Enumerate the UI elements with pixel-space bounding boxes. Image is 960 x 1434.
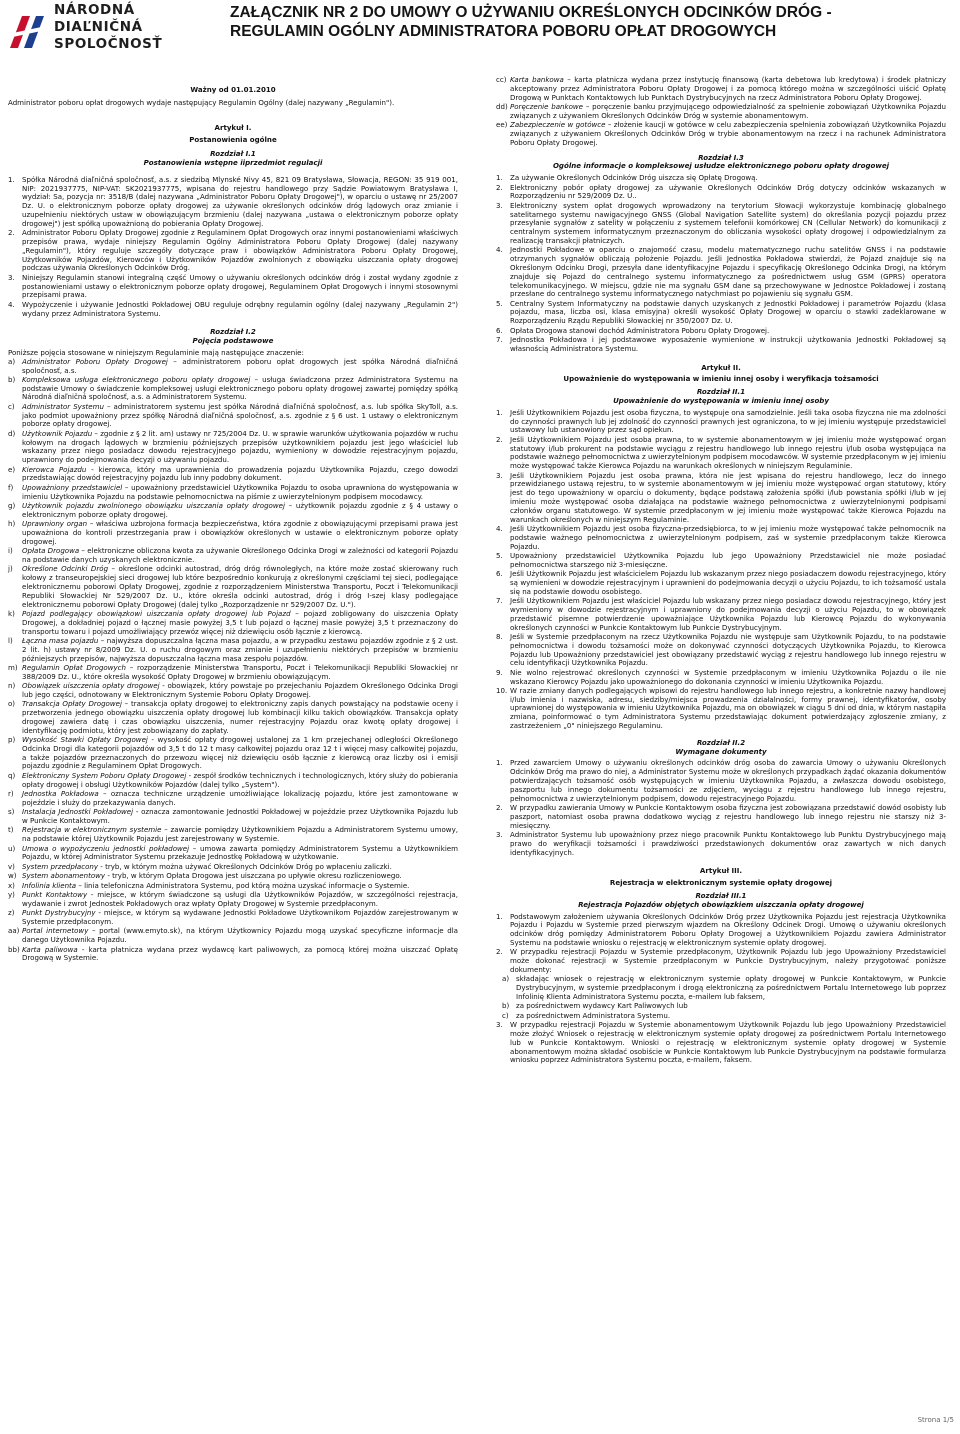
defined-term: Poręczenie bankowe — [510, 101, 584, 111]
list-item-text — [22, 502, 458, 520]
list-item-text — [22, 358, 458, 376]
list-item — [8, 700, 458, 735]
list-marker: aa) — [8, 926, 20, 936]
document-title-line-1: ZAŁĄCZNIK NR 2 DO UMOWY O UŻYWANIU OKREŚLONYCH ODCINKÓW DRÓG - — [230, 4, 832, 21]
chapter-2-2-subtitle: Wymagane dokumenty — [675, 746, 767, 756]
logo-line-2: DIAĽNIČNÁ — [54, 19, 143, 35]
definition-text: - kierowca, który ma uprawnienia do prowadzenia pojazdu Użytkownika Pojazdu, czego dowodzi przedstawiając dowód rejestracyjny pojazdu lub inny podobny dokument. — [22, 464, 458, 483]
list-marker: 2. — [496, 434, 503, 444]
definition-text: - zespół środków technicznych i technologicznych, który służy do pobierania opłaty drogowej i obsługi Użytkowników Pojazdów (dalej tylko „System"). — [22, 770, 458, 789]
logo-line-3: SPOLOČNOSŤ — [54, 36, 163, 52]
definition-text: – najwyższa dopuszczalna łączna masa pojazdu, a w przypadku zestawu pojazdów zgodnie z § 2 ust. 2 lit. h) ustawy nr 8/2009 Dz. U. o ruchu drogowym oraz zmianie i uzupełnieniu niektórych przepisów w brzmieniu późniejszych przepisów, najwyższa dopuszczalna łączna masa zespołu pojazdów. — [22, 635, 458, 663]
list-marker: a) — [502, 974, 510, 984]
definition-text: – zgodnie z § 2 lit. am) ustawy nr 725/2004 Dz. U. w sprawie warunków użytkowania pojazdów w ruchu kołowym na drogach lądowych w brzmieniu późniejszych przepisów użytkownikiem pojazdu jest jego właściciel lub wskazany przez niego posiadacz dowodu rejestracyjnego pojazdu, wymieniony w dowodzie rejestracyjnym pojazdu, uprawniony do podejmowania decyzji o używaniu pojazdu. — [22, 428, 459, 465]
defined-term: Punkt Dystrybucyjny — [22, 908, 96, 918]
list-item-text — [22, 520, 458, 546]
list-marker: 2. — [496, 947, 503, 957]
definition-text: – linia telefoniczna Administratora Systemu, pod którą można uzyskać informacje o Systemie. — [76, 880, 410, 890]
list-marker: g) — [8, 501, 16, 511]
list-item — [8, 301, 458, 319]
list-item-text — [22, 700, 458, 735]
defined-term: Instalacja Jednostki Pokładowej — [22, 807, 134, 817]
list-marker: 2. — [496, 182, 503, 192]
list-marker: 7. — [496, 596, 503, 606]
article-1-subtitle: Postanowienia ogólne — [189, 135, 277, 145]
definitions-list-continued — [496, 76, 946, 148]
definition-text: – oznacza techniczne urządzenie umożliwiające lokalizację pojazdu, które jest zamontowane w pojeździe i służy do przekazywania danych. — [22, 789, 458, 807]
list-item — [8, 927, 458, 945]
list-item — [496, 300, 946, 326]
defined-term: Jednostka Pokładowa — [22, 789, 99, 799]
list-marker: d) — [8, 428, 16, 438]
list-item — [496, 948, 946, 974]
list-item-text — [22, 946, 458, 964]
defined-term: Użytkownik pojazdu zwolnionego obowiązku uiszczania opłaty drogowej — [22, 501, 285, 511]
list-item — [496, 246, 946, 299]
list-item-text: za pośrednictwem Administratora Systemu. — [516, 1010, 671, 1020]
list-item-text: Jeśli Użytkownikiem Pojazdu jest właściciel Pojazdu lub wskazany przez niego posiadacz dowodu rejestracyjnego, który jest wymieniony w dowodzie rejestracyjnym i uprawniony do podejmowania decyzji o użyciu Pojazdu, to w obowiązek przedstawić pisemne potwierdzenie upoważniające Użytkownika Pojazdu lub Kierowcę Pojazdu do wykonywania określonych czynności w Punkcie Kontaktowym lub Punkcie Dystrybucyjnym. — [510, 596, 946, 632]
list-item-text — [22, 664, 458, 682]
list-item — [8, 736, 458, 771]
list-item-text: Administrator Poboru Opłaty Drogowej zgodnie z Regulaminem Opłat Drogowych oraz innymi postanowieniami właściwych przepisów prawa, wydaje niniejszy Regulamin Ogólny Administratora Poboru Opłaty Drogowej (dalej nazywany „Regulamin"), który reguluje szczegóły dotyczące praw i obowiązków Administratora Poboru Opłaty Drogowej, Użytkowników Pojazdów, Kierowców i Użytkowników Pojazdów zwolnionych z obowiązku uiszczania opłaty drogowej podczas używania Określonych Odcinków Dróg. — [22, 228, 458, 273]
list-item — [8, 664, 458, 682]
list-marker: ee) — [496, 120, 508, 130]
chapter-3-1-subtitle: Rejestracja Pojazdów objętych obowiązkiem uiszczania opłaty drogowej — [578, 899, 864, 909]
list-item-text — [22, 547, 458, 565]
defined-term: Umowa o wypożyczeniu jednostki pokładowej — [22, 843, 190, 853]
definition-text: – złożenie kaucji w gotówce w celu zabezpieczenia spełnienia zobowiązań Użytkownika Pojazdu związanych z używaniem Określonych Odcinków Dróg w trybie abonamentowym na rzecz i na rachunek Administratora Poboru Opłaty Drogowej. — [510, 120, 946, 147]
list-item-text: W przypadku zawierania Umowy w Punkcie Kontaktowym osoba fizyczna jest zobowiązana przedstawić dowód osobisty lub paszport, natomiast osoba prawna dodatkowo wyciąg z rejestru handlowego lub innego rejestru nie starszy niż 3-miesięczny. — [510, 803, 946, 830]
list-marker: bb) — [8, 944, 20, 954]
list-marker: 1. — [496, 407, 503, 417]
list-item — [8, 484, 458, 502]
left-column — [8, 76, 458, 964]
list-marker: q) — [8, 770, 16, 780]
list-marker: 3. — [496, 830, 503, 840]
list-item-text — [22, 430, 458, 465]
list-marker: u) — [8, 843, 16, 853]
list-item-text: Elektroniczny pobór opłaty drogowej za używanie Określonych Odcinków Dróg dotyczy odcinków wskazanych w Rozporządzeniu nr 529/2009 Dz. U.. — [510, 182, 946, 201]
defined-term: Użytkownik Pojazdu — [22, 428, 93, 438]
defined-term: Opłata Drogowa — [22, 546, 80, 556]
defined-term: Uprawniony organ — [22, 519, 88, 529]
list-item — [8, 891, 458, 909]
list-item — [8, 520, 458, 546]
defined-term: Zabezpieczenie w gotówce — [510, 120, 606, 130]
document-title — [230, 3, 832, 41]
list-item — [496, 202, 946, 246]
list-item — [496, 597, 946, 632]
list-item-text — [22, 403, 458, 429]
list-item-text — [22, 808, 458, 826]
list-item-text — [22, 927, 458, 945]
list-item-text — [510, 76, 946, 102]
list-item-text: Administrator Systemu lub upoważniony przez niego pracownik Punktu Kontaktowego lub Punktu Dystrybucyjnego mają prawo do weryfikacji tożsamości i prawdziwości przedstawionych dokumentów oraz zawartych w nich danych identyfikacyjnych. — [510, 830, 946, 857]
list-item — [496, 1002, 946, 1011]
list-marker: n) — [8, 681, 16, 691]
list-marker: 3. — [496, 200, 503, 210]
list-marker: 7. — [496, 335, 503, 345]
definition-text: - miejsce, w którym świadczone są usługi dla Użytkowników Pojazdów, w szczególności rejestracja, wydawanie i zwrot Jednostek Pokładowych oraz wpłaty Opłaty Drogowej w Systemie przedpłaconym. — [22, 889, 458, 908]
list-marker: 3. — [496, 470, 503, 480]
list-item-text — [22, 637, 458, 663]
list-item — [496, 975, 946, 1001]
defined-term: Rejestracja w elektronicznym systemie — [22, 825, 162, 835]
list-item — [8, 772, 458, 790]
list-item-text — [22, 736, 458, 771]
list-marker: 4. — [496, 523, 503, 533]
list-item — [496, 436, 946, 471]
list-item-text: Nie wolno rejestrować określonych czynności w Systemie przedpłaconym w imieniu Użytkownika Pojazdu o ile nie wskazano Kierowcy Pojazdu jako upoważnionego do dokonania czynności w imieniu Użytkownika Pojazdu. — [510, 667, 946, 686]
list-item — [496, 687, 946, 731]
list-item — [8, 376, 458, 402]
list-marker: e) — [8, 464, 16, 474]
list-item — [8, 176, 458, 229]
list-item — [496, 103, 946, 121]
chapter-1-1-title: Rozdział I.1 — [210, 149, 256, 159]
list-marker: 2. — [496, 803, 503, 813]
article-2-subtitle: Upoważnienie do występowania w imieniu innej osoby i weryfikacja tożsamości — [563, 374, 879, 384]
chapter-2-1-title: Rozdział II.1 — [696, 387, 746, 397]
validity-date: Ważny od 01.01.2010 — [190, 85, 276, 94]
list-marker: 5. — [496, 298, 503, 308]
list-marker: a) — [8, 356, 16, 366]
defined-term: Administrator Systemu — [22, 401, 104, 411]
list-item — [8, 637, 458, 663]
list-item-text: Jeśli Użytkownikiem Pojazdu jest osoba prawna, to w systemie abonamentowym w jej imieniu może występować organ statutowy i/lub prokurent na podstawie wyciągu z rejestru handlowego lub innego rejestru i/lub osoba występująca na podstawie ważnego pełnomocnictwa z uwierzytelnionym podpisem mocodawców. W systemie przedpłaconym w jej imieniu może występować także Kierowca Pojazdu na warunkach określonych w niniejszym Regulaminie. — [510, 434, 946, 471]
list-marker: i) — [8, 546, 13, 556]
nds-logo — [6, 2, 211, 60]
definition-text: – karta płatnicza wydana przez instytucję finansową (karta debetowa lub kredytowa) i środek płatniczy akceptowany przez Administratora Poboru Opłaty Drogowej i za pomocą którego można w szczególności uiścić Opłatę Drogową w Punktach Kontaktowych lub Punktach Dystrybucyjnych na rzecz Administratora Poboru Opłaty Drogowej. — [510, 75, 947, 102]
article-3-subtitle: Rejestracja w elektronicznym systemie opłaty drogowej — [609, 878, 833, 888]
defined-term: System przedpłacony — [22, 861, 99, 871]
list-item — [496, 669, 946, 687]
list-item — [496, 570, 946, 596]
list-marker: 6. — [496, 569, 503, 579]
list-marker: h) — [8, 519, 16, 529]
list-marker: 10. — [496, 685, 508, 695]
list-marker: 3. — [8, 272, 15, 282]
nds-logo-mark-icon — [6, 10, 48, 52]
chapter-2-1-subtitle: Upoważnienie do występowania w imieniu innej osoby — [613, 396, 829, 406]
defined-term: Pojazd podlegający obowiązkowi uiszczania opłaty drogowej lub Pojazd — [22, 608, 291, 618]
chapter-1-2-subtitle: Pojęcia podstawowe — [192, 336, 274, 346]
list-item-text: Centralny System Informatyczny na podstawie danych uzyskanych z Jednostki Pokładowej i parametrów Pojazdu (klasa pojazdu, masa, liczba osi, klasa emisyjna) określi wysokość Opłaty Drogowej w oparciu o stawki zadeklarowane w Rozporządzeniu Rządu Republiki Słowackiej nr 350/2007 Dz. U. — [510, 298, 946, 326]
document-title-line-2: REGULAMIN OGÓLNY ADMINISTRATORA POBORU OPŁAT DROGOWYCH — [230, 23, 777, 40]
chapter-2-2-title: Rozdział II.2 — [696, 737, 746, 747]
list-marker: o) — [8, 699, 16, 709]
list-item — [496, 174, 946, 183]
list-item — [496, 121, 946, 147]
list-item-text: W przypadku rejestracji Pojazdu w Systemie przedpłaconym, Użytkownik Pojazdu lub jego Upoważniony Przedstawiciel może dokonać rejestracji w Systemie przedpłaconym w Punkcie Dystrybucyjnym, należy przygotować poniższe dokumenty: — [510, 947, 946, 974]
list-item — [8, 565, 458, 609]
list-item-text: Elektroniczny system opłat drogowych wprowadzony na terytorium Słowacji wykorzystuje kombinację globalnego satelitarnego systemu nawigacyjnego GNSS (Global Navigation Satellite system) do określania pozycji pojazdu przez przesyłanie sygnałów z satelity w połączeniu z systemem telefonii komórkowej CN (Cellular Network) do komunikacji z centralnym systemem informatycznym przeznaczonym do obliczania wysokości opłaty drogowej i odpowiedzialnym za realizację transakcji płatniczych. — [510, 200, 946, 245]
list-item — [8, 790, 458, 808]
defined-term: Punkt Kontaktowy — [22, 889, 88, 899]
list-item-text: Opłata Drogowa stanowi dochód Administratora Poboru Opłaty Drogowej. — [510, 325, 770, 335]
chapter-3-1-list — [496, 913, 946, 1066]
list-marker: j) — [8, 564, 13, 574]
defined-term: Upoważniony przedstawiciel — [22, 482, 123, 492]
list-marker: 9. — [496, 667, 503, 677]
defined-term: Kierowca Pojazdu — [22, 464, 87, 474]
list-marker: 4. — [8, 299, 15, 309]
defined-term: Karta paliwowa — [22, 944, 78, 954]
definition-text: - karta płatnicza wydana przez wydawcę kart paliwowych, za pomocą której można uiszczać Opłatę Drogową w Systemie. — [22, 944, 458, 963]
definition-text: – rozporządzenie Ministerstwa Transportu, Poczt i Telekomunikacji Republiki Słowackiej nr 388/2009 Dz. U., które określa wysokość Opłaty Drogowej w brzmieniu obowiązującym. — [22, 662, 458, 681]
definition-text: - miejsce, w którym są wydawane Jednostki Pokładowe Użytkownikom Pojazdów zarejestrowanym w Systemie przedpłaconym. — [22, 908, 458, 926]
list-item-text — [22, 772, 458, 790]
list-marker: m) — [8, 662, 18, 672]
list-item-text: za pośrednictwem wydawcy Kart Paliwowych lub — [516, 1001, 688, 1011]
list-item-text — [22, 826, 458, 844]
list-item — [8, 909, 458, 927]
chapter-1-3-title: Rozdział I.3 — [698, 152, 744, 162]
list-marker: w) — [8, 871, 17, 881]
list-item-text — [22, 845, 458, 863]
list-marker: c) — [8, 401, 15, 411]
defined-term: System abonamentowy — [22, 871, 106, 881]
list-item-text — [22, 909, 458, 927]
list-item — [496, 633, 946, 668]
list-marker: r) — [8, 789, 14, 799]
list-marker: c) — [502, 1010, 509, 1020]
chapter-1-1-subtitle: Postanowienia wstępne iiprzedmiot regulacji — [143, 157, 323, 167]
list-marker: 3. — [496, 1020, 503, 1030]
definition-text: – użytkownik pojazdu zgodnie z § 4 ustawy o elektronicznym poborze opłaty drogowej. — [22, 501, 458, 519]
list-item-text: składając wniosek o rejestrację w elektronicznym systemie opłaty drogowej w Punkcie Kontaktowym, w Punkcie Dystrybucyjnym, w systemie przedpłaconym i drogą elektroniczną za pośrednictwem Portalu Internetowego lub poprzez Infolinię Klienta Administratora Systemu poczta, e-mailem lub faksem, — [516, 974, 946, 1001]
list-item-text: W przypadku rejestracji Pojazdu w Systemie abonamentowym Użytkownik Pojazdu lub jego Upoważniony Przedstawiciel może złożyć Wniosek o rejestrację w elektronicznym systemie opłaty drogowej za pośrednictwem Portalu Internetowego lub w Punkcie Kontaktowym. Wnioski o rejestrację w elektronicznym systemie opłaty drogowej w Systemie abonamentowym można składać osobiście w Punkcie Kontaktowym lub Punkcie Dystrybucyjnym na podstawie formularza wniosku poprzez Administratora Systemu poczta, e-mailem, faksem. — [510, 1020, 946, 1065]
defined-term: Transakcja Opłaty Drogowej — [22, 699, 122, 709]
definition-text: - wysokość opłaty drogowej ustalonej za 1 km przejechanej odległości Określonego Odcinka Drogi dla kategorii pojazdów od 3,5 t do 12 t masy całkowitej pojazdu oraz 12 t i więcej masy całkowitej pojazdu, a także pojazdów przeznaczonych do przewozu więcej niż dziewięciu osób łącznie z kierowcą oraz liczby osi i emisji pojazdu zgodnie z Regulaminem Opłat Drogowych. — [22, 735, 458, 771]
list-marker: l) — [8, 635, 13, 645]
defined-term: Karta bankowa — [510, 75, 564, 84]
defined-term: Infolinia klienta — [22, 880, 77, 890]
logo-line-1: NÁRODNÁ — [54, 2, 135, 18]
defined-term: Elektroniczny System Poboru Opłaty Drogowej — [22, 770, 187, 780]
list-marker: dd) — [496, 101, 508, 111]
list-item — [8, 502, 458, 520]
definitions-list — [8, 358, 458, 963]
article-2-title: Artykuł II. — [701, 362, 741, 372]
list-marker: 2. — [8, 228, 15, 238]
list-item — [8, 430, 458, 465]
chapter-1-3-subtitle: Ogólne informacje o kompleksowej usłudze elektronicznego poboru opłaty drogowej — [552, 161, 890, 171]
list-item — [496, 1021, 946, 1065]
list-item-text: Podstawowym założeniem używania Określonych Odcinków Dróg przez Użytkownika Pojazdu jest rejestracja Użytkownika Pojazdu i Pojazdu w Systemie przed pierwszym wjazdem na Określony Odcinek Drogi. Umowę o używaniu określonych odcinków dróg pomiędzy Administratorem Poboru Opłaty Drogowej a Użytkownikiem Pojazdu zawiera Administrator Systemu na podstawie wniosku o rejestrację w elektronicznym systemie opłaty drogowej. — [510, 911, 946, 947]
list-marker: 8. — [496, 631, 503, 641]
list-marker: f) — [8, 482, 14, 492]
list-item-text: Jeśli Użytkownikiem Pojazdu jest osoba fizyczna-przedsiębiorca, to w jej imieniu może występować także pełnomocnik na podstawie ważnego pełnomocnictwa z uwierzytelnionym podpisem, zaś w systemie przedpłaconym także Kierowca Pojazdu. — [510, 523, 946, 551]
list-marker: p) — [8, 735, 16, 745]
list-item-text: Spółka Národná diaľničná spoločnosť, a.s. z siedzibą Mlynské Nivy 45, 821 09 Bratysława, Słowacja, REGON: 35 919 001, NIP: 2021937775, NIP-VAT: SK2021937775, wpisana do rejestru handlowego przy Sądzie Powiatowym Bratysława I, wydział: Sa, pozycja nr: 3518/B (dalej nazywana „Administrator Poboru Opłaty Drogowej"), w oparciu o ustawę nr 25/2007 Dz. U. o elektronicznym poborze opłaty drogowej za używanie określonych odcinków dróg lądowych oraz zmianie i uzupełnieniu niektórych ustaw w obowiązującym brzmieniu (dalej nazywana „ustawa o elektronicznym poborze opłaty drogowej") jest spółką upoważnioną do pobierania Opłaty Drogowej. — [22, 174, 458, 228]
list-item-text: Wypożyczenie i używanie Jednostki Pokładowej OBU reguluje odrębny regulamin ogólny (dalej nazywany „Regulamin 2") wydany przez Administratora Systemu. — [22, 299, 458, 318]
list-marker: 4. — [496, 245, 503, 255]
definitions-intro: Poniższe pojęcia stosowane w niniejszym Regulaminie mają następujące znaczenie: — [8, 347, 304, 357]
list-item-text — [22, 565, 458, 609]
list-item-text — [22, 376, 458, 402]
list-item — [8, 403, 458, 429]
list-item-text: Jednostka Pokładowa i jej podstawowe wyposażenie wymienione w instrukcji użytkowania Jednostki Pokładowej są własnością Administratora Systemu. — [510, 335, 946, 353]
definition-text: – określone odcinki autostrad, dróg dróg równoległych, na które może zostać skierowany ruch kołowy z transeuropejskiej sieci drogowej lub które bezpośrednio konkurują z określonymi częściami tej sieci, podlegające elektronicznemu poborowi Opłaty Drogowej, zgodnie z rozporządzeniem Ministerstwa Transportu, Poczt i Telekomunikacji Republiki Słowackiej Nr 529/2007 Dz. U., które określa odcinki autostrad, dróg i dróg I-szej klasy podlegające elektronicznemu poborowi Opłaty Drogowej (dalej tylko „Rozporządzenie nr 529/2007 Dz. U."). — [22, 564, 458, 609]
right-column — [496, 76, 946, 1066]
definition-text: - tryb, w którym można używać Określonych Odcinków Dróg po wpłaceniu zaliczki. — [98, 861, 392, 871]
definition-text: – administratorem systemu jest spółka Národná diaľničná spoločnosť, a.s. lub spółka SkyToll, a.s. jako podmiot upoważniony przez spółkę Národná diaľničná spoločnosť, a.s. zgodnie z § 6 ust. 1 ustawy o elektronicznym poborze opłaty drogowej. — [22, 401, 458, 429]
defined-term: Łączna masa pojazdu — [22, 635, 99, 645]
list-item-text: Upoważniony przedstawiciel Użytkownika Pojazdu lub jego Upoważniony Przedstawiciel nie może posiadać pełnomocnictwa starszego niż 3-miesięczne. — [510, 550, 946, 569]
list-marker: b) — [502, 1001, 510, 1011]
defined-term: Portal internetowy — [22, 926, 89, 936]
list-item — [496, 552, 946, 570]
definition-text: – usługa świadczona przez Administratora Systemu na podstawie Umowy o świadczenie kompleksowej usługi elektronicznego poboru opłaty drogowej zawartej pomiędzy spółką Národná diaľničná spoločnosť, a.s. a Administratorem Systemu. — [22, 374, 458, 402]
definition-text: – zawarcie pomiędzy Użytkownikiem Pojazdu a Administratorem Systemu umowy, na podstawie której Użytkownik Pojazdu jest zarejestrowany w Systemie. — [22, 825, 458, 844]
list-marker: 6. — [496, 325, 503, 335]
list-item — [496, 472, 946, 525]
list-item-text — [22, 891, 458, 909]
definition-text: - obowiązek, który powstaje po przejechaniu Pojazdem Określonego Odcinka Drogi lub jego części, odnotowany w Elektronicznym Systemie Poboru Opłaty Drogowej. — [22, 681, 459, 699]
definition-text: – portal (www.emyto.sk), na którym Użytkownicy Pojazdu mogą uzyskać specyficzne informacje dla danego Użytkownika Pojazdu. — [22, 926, 459, 945]
defined-term: Kompleksowa usługa elektronicznego poboru opłaty drogowej — [22, 374, 251, 384]
list-marker: k) — [8, 608, 15, 618]
article-3-title: Artykuł III. — [699, 866, 743, 876]
list-item — [8, 547, 458, 565]
list-item — [496, 76, 946, 102]
definition-text: – elektroniczne obliczona kwota za używanie Określonego Odcinka Drogi w zależności od kategorii Pojazdu na podstawie danych uzyskanych elektronicznie. — [22, 546, 458, 564]
list-item-text — [22, 790, 458, 808]
list-item — [8, 682, 458, 700]
list-item-text — [22, 610, 458, 636]
list-item — [8, 358, 458, 376]
list-item-text: Niniejszy Regulamin stanowi integralną część Umowy o używaniu określonych odcinków dróg i został wydany zgodnie z postanowieniami ustawy o elektronicznym poborze opłaty drogowej, Regulaminem Opłat Drogowych i innymi stosownymi przepisami prawa. — [22, 272, 458, 300]
list-marker: 5. — [496, 550, 503, 560]
list-marker: y) — [8, 889, 15, 899]
list-item — [8, 826, 458, 844]
list-marker: t) — [8, 825, 14, 835]
defined-term: Wysokość Stawki Opłaty Drogowej — [22, 735, 148, 745]
list-item-text — [510, 121, 946, 147]
list-marker: z) — [8, 908, 15, 918]
list-item-text: Przed zawarciem Umowy o używaniu określonych odcinków dróg osoba do zawarcia Umowy o używaniu Określonych Odcinków Dróg ma prawo do niej, a Administrator Systemu może w określonych przypadkach żądać okazania dokumentów potwierdzających tożsamość osób występujących w imieniu Użytkownika Pojazdu, a zwłaszcza dowodu osobistego, paszportu lub innego dokumentu tożsamości ze zdjęciem, wyciągu z rejestru handlowego lub innego rejestru, pełnomocnictwa z uwierzytelnionym podpisem, dowodu rejestracyjnego Pojazdu. — [510, 758, 946, 803]
definition-text: – poręczenie banku przyjmującego odpowiedzialność za spełnienie zobowiązań Użytkownika Pojazdu związanych z używaniem Określonych Odcinków Dróg w systemie abonamentowym. — [510, 101, 947, 120]
defined-term: Regulamin Opłat Drogowych — [22, 662, 127, 672]
logo-text — [54, 2, 162, 53]
list-item — [8, 274, 458, 300]
definition-text: – transakcja opłaty drogowej to elektroniczny zapis danych powstający na podstawie oceny i przetworzenia jednego obowiązku uiszczenia opłaty drogowej lub kombinacji kilku takich obowiązków. Transakcja opłaty drogowej zawiera datę i czas obowiązku uiszczenia, numer rejestracyjny Pojazdu oraz kwotę opłaty drogowej i identyfikację podmiotu, który jest zobowiązany do zapłaty. — [22, 699, 458, 735]
defined-term: Administrator Poboru Opłaty Drogowej — [22, 356, 168, 366]
list-marker: 1. — [496, 911, 503, 921]
definition-text: – umowa zawarta pomiędzy Administratorem Systemu a Użytkownikiem Pojazdu, w której Administrator Systemu przekazuje Jednostkę Pokładową w użytkowanie. — [22, 843, 458, 862]
list-marker: 1. — [8, 174, 15, 184]
chapter-1-2-title: Rozdział I.2 — [210, 327, 256, 337]
definition-text: – pojazd zobligowany do uiszczenia Opłaty Drogowej, a dokładniej pojazd o łącznej masie powyżej 3,5 t lub pojazd o łącznej masie powyżej 3,5 t przeznaczony do transportu towaru i pojazd umożliwiający przewóz więcej niż dziewięciu osób łącznie z kierowcą. — [22, 608, 458, 636]
list-marker: 1. — [496, 173, 503, 183]
page-header — [0, 0, 960, 64]
list-item-text — [22, 682, 458, 700]
definition-text: – administratorem poboru opłat drogowych jest spółka Národná diaľničná spoločnosť, a.s. — [22, 356, 458, 375]
list-item — [8, 808, 458, 826]
list-item — [496, 831, 946, 857]
list-item-text: Jednostki Pokładowe w oparciu o znajomość czasu, modelu matematycznego ruchu satelitów GNSS i na podstawie otrzymanych sygnałów obliczają położenie Pojazdu. Jeśli Jednostka Pokładowa stwierdzi, że Pojazd znajduje się na Określonym Odcinku Drogi, przesyła dane identyfikacyjne Pojazdu i specyfikację Określonego Odcinka Drogi, na którym znajduje się Pojazd do centralnego systemu informatycznego za pośrednictwem usług GSM (GPRS) operatora telekomunikacyjnego. W miejscu, gdzie nie ma sygnału GSM dane są przechowywane w Jednostce Pokładowej i zostaną przesłane do centralnego systemu informatycznego natychmiast po pojawieniu się sygnału GSM. — [510, 245, 946, 299]
definition-text: – właściwa uzbrojona formacja bezpieczeństwa, która zgodnie z obowiązującymi przepisami prawa jest upoważniona do kontroli przestrzegania praw i obowiązków określonych w ustawie o elektronicznym poborze opłaty drogowej. — [22, 519, 458, 546]
list-marker: v) — [8, 861, 15, 871]
list-item — [496, 759, 946, 803]
list-item — [8, 946, 458, 964]
list-item-text — [22, 484, 458, 502]
defined-term: Obowiązek uiszczenia opłaty drogowej — [22, 681, 160, 691]
list-item-text: Jeśli Użytkownik Pojazdu jest właścicielem Pojazdu lub wskazanym przez niego posiadaczem dowodu rejestracyjnego, który są wymienieni w dowodzie rejestracyjnym i uprawnieni do podejmowania decyzji o użyciu Pojazdu, to ich tożsamość ustala się na podstawie dowodu osobistego. — [510, 569, 946, 596]
list-item-text — [510, 103, 946, 121]
list-item-text — [22, 466, 458, 484]
list-marker: 1. — [496, 758, 503, 768]
list-item-text: Za używanie Określonych Odcinków Dróg uiszcza się Opłatę Drogową. — [510, 173, 758, 183]
definition-text: - oznacza zamontowanie Jednostki Pokładowej w pojeździe przez Użytkownika Pojazdu lub w Punkcie Kontaktowym. — [22, 807, 458, 826]
defined-term: Określone Odcinki Dróg — [22, 564, 109, 574]
chapter-1-1-list — [8, 176, 458, 319]
list-marker: s) — [8, 807, 15, 817]
list-marker: b) — [8, 374, 16, 384]
list-item — [496, 804, 946, 830]
chapter-2-1-list — [496, 409, 946, 731]
list-item — [496, 336, 946, 354]
list-item — [8, 466, 458, 484]
list-item-text: Jeśli Użytkownikiem Pojazdu jest osoba fizyczna, to występuje ona samodzielnie. Jeśli taka osoba fizyczna nie ma zdolności do czynności prawnych lub jej zdolność do czynności prawnych jest ograniczona, to w jej imieniu występuje przedstawiciel ustawowy lub ustanowiony przez sąd opiekun. — [510, 407, 946, 435]
list-item — [8, 229, 458, 273]
list-item — [496, 913, 946, 948]
definition-text: - tryb, w którym Opłata Drogowa jest uiszczana po upływie okresu rozliczeniowego. — [105, 871, 402, 881]
list-item-text: Jeśli Użytkownikiem Pojazdu jest osoba prawna, która nie jest wpisana do rejestru handlowego, lecz do innego przewidzianego ustawą rejestru, to w systemie abonamentowym w jej imieniu może występować organ statutowy, który jest do tego upoważniony w oparciu o dokumenty, będące podstawą założenia spółki i/lub powstania spółki i/lub w jej imieniu może występować osoba działająca na podstawie ważnego pełnomocnictwa z uwierzytelnionymi podpisami członków organu statutowego. W systemie przedpłaconym w jej imieniu może występować także Kierowca Pojazdu na warunkach określonych w niniejszym Regulaminie. — [510, 470, 946, 524]
intro-paragraph: Administrator poboru opłat drogowych wydaje następujący Regulamin Ogólny (dalej nazywany „Regulamin"). — [8, 97, 395, 107]
list-marker: x) — [8, 880, 15, 890]
page-number: Strona 1/5 — [917, 1416, 954, 1424]
list-item-text: Jeśli w Systemie przedpłaconym na rzecz Użytkownika Pojazdu nie występuje sam Użytkownik Pojazdu, to na podstawie pełnomocnictwa i dowodu tożsamości może on dokonywać czynności dotyczących Użytkownika Pojazdu, to Kierowca Pojazdu lub Upoważniony przedstawiciel jest obowiązany przedstawić wyciąg z rejestru handlowego lub innego rejestru w celu identyfikacji Użytkownika Pojazdu. — [510, 631, 946, 668]
chapter-1-3-list — [496, 174, 946, 354]
list-item — [496, 184, 946, 202]
list-item — [8, 610, 458, 636]
article-1-title: Artykuł I. — [214, 122, 252, 132]
list-item — [496, 525, 946, 551]
list-item — [8, 845, 458, 863]
list-item — [496, 409, 946, 435]
chapter-2-2-list — [496, 759, 946, 857]
list-item-text: W razie zmiany danych podlegających wpisowi do rejestru handlowego lub innego rejestru, a konkretnie nazwy handlowej i/lub imienia i nazwiska, adresu, siedziby/miejsca prowadzenia działalności, formy prawnej, identyfikatorów, osoby uprawnionej do występowania w imieniu Użytkownika Pojazdu, ma on obowiązek w ciągu 5 dni od dnia, w którym nastąpiła zmiana, poinformować o tym Administratora Systemu przedstawiając dokument potwierdzający zgłoszenie zmiany, z zastrzeżeniem „0" niniejszego Regulaminu. — [510, 685, 946, 731]
list-marker: cc) — [496, 75, 507, 84]
definition-text: – upoważniony przedstawiciel Użytkownika Pojazdu to osoba uprawniona do występowania w imieniu Użytkownika Pojazdu na podstawie pełnomocnictwa na piśmie z uwierzytelnionym podpisem mocodawcy. — [22, 482, 458, 501]
chapter-3-1-title: Rozdział III.1 — [695, 891, 747, 901]
